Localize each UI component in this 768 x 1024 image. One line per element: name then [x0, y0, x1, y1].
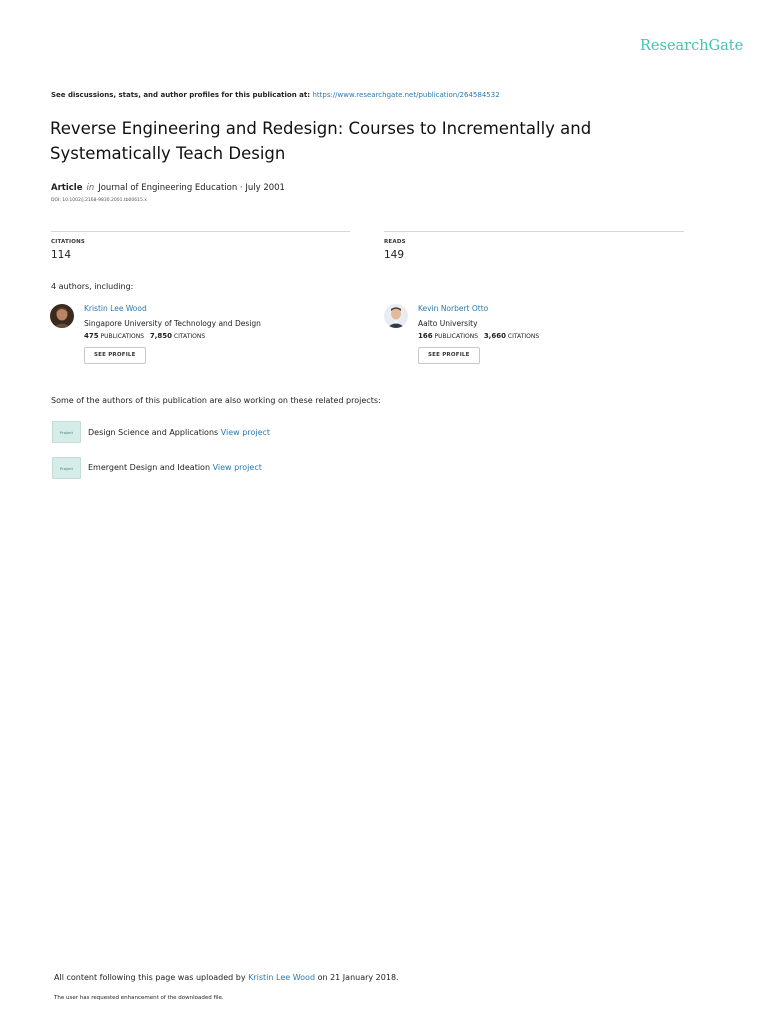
upload-prefix: All content following this page was uploaded by: [54, 973, 246, 982]
citations-value: 114: [51, 249, 72, 261]
enhancement-note: The user has requested enhancement of the downloaded file.: [54, 995, 224, 1001]
publications-label: PUBLICATIONS: [434, 333, 479, 340]
publication-title: Reverse Engineering and Redesign: Courses to Incrementally and Systematically Teach Design: [50, 119, 592, 163]
view-project-link[interactable]: View project: [220, 428, 271, 437]
publications-label: PUBLICATIONS: [100, 333, 145, 340]
divider: [384, 231, 684, 232]
project-title: Design Science and Applications: [88, 428, 219, 437]
author-institution: Singapore University of Technology and Design: [84, 319, 261, 328]
discussion-prefix: See discussions, stats, and author profiles for this publication at:: [51, 91, 311, 99]
reads-label: READS: [384, 239, 406, 245]
in-label: in: [86, 183, 95, 193]
publication-meta: [51, 183, 285, 193]
upload-note: [54, 973, 399, 982]
citations-count: 3,660: [483, 332, 506, 340]
project-item: [88, 428, 270, 437]
view-project-link[interactable]: View project: [212, 463, 262, 472]
author-photo-icon: [50, 304, 74, 328]
author-photo-icon: [384, 304, 408, 328]
discussion-line: [51, 91, 500, 99]
project-title: Emergent Design and Ideation: [88, 463, 211, 472]
article-type: Article: [51, 183, 83, 193]
citations-label: CITATIONS: [173, 333, 206, 340]
uploader-link[interactable]: Kristin Lee Wood: [248, 973, 316, 982]
citations-count: 7,850: [149, 332, 172, 340]
citations-label: CITATIONS: [51, 239, 86, 245]
avatar[interactable]: [50, 304, 74, 328]
reads-value: 149: [384, 249, 405, 261]
projects-heading: Some of the authors of this publication are also working on these related projects:: [51, 396, 381, 405]
project-badge-icon: Project: [52, 457, 81, 479]
see-profile-button[interactable]: SEE PROFILE: [84, 347, 146, 364]
author-stats: [418, 332, 539, 340]
journal-name[interactable]: Journal of Engineering Education · July 2001: [98, 183, 285, 193]
publications-count: 166: [418, 332, 433, 340]
publications-count: 475: [84, 332, 99, 340]
author-stats: [84, 332, 205, 340]
author-name-link[interactable]: Kevin Norbert Otto: [418, 304, 489, 313]
doi[interactable]: DOI: 10.1002/j.2168-9830.2001.tb00615.x: [51, 198, 147, 203]
publication-url-link[interactable]: https://www.researchgate.net/publication/264584532: [312, 91, 500, 99]
divider: [51, 231, 350, 232]
citations-label: CITATIONS: [507, 333, 540, 340]
author-name-link[interactable]: Kristin Lee Wood: [84, 304, 147, 313]
avatar[interactable]: [384, 304, 408, 328]
author-institution: Aalto University: [418, 319, 478, 328]
researchgate-logo[interactable]: ResearchGate: [640, 38, 744, 54]
authors-heading: 4 authors, including:: [51, 282, 134, 291]
project-badge-icon: Project: [52, 421, 81, 443]
upload-date: on 21 January 2018.: [317, 973, 399, 982]
project-item: [88, 463, 262, 472]
see-profile-button[interactable]: SEE PROFILE: [418, 347, 480, 364]
